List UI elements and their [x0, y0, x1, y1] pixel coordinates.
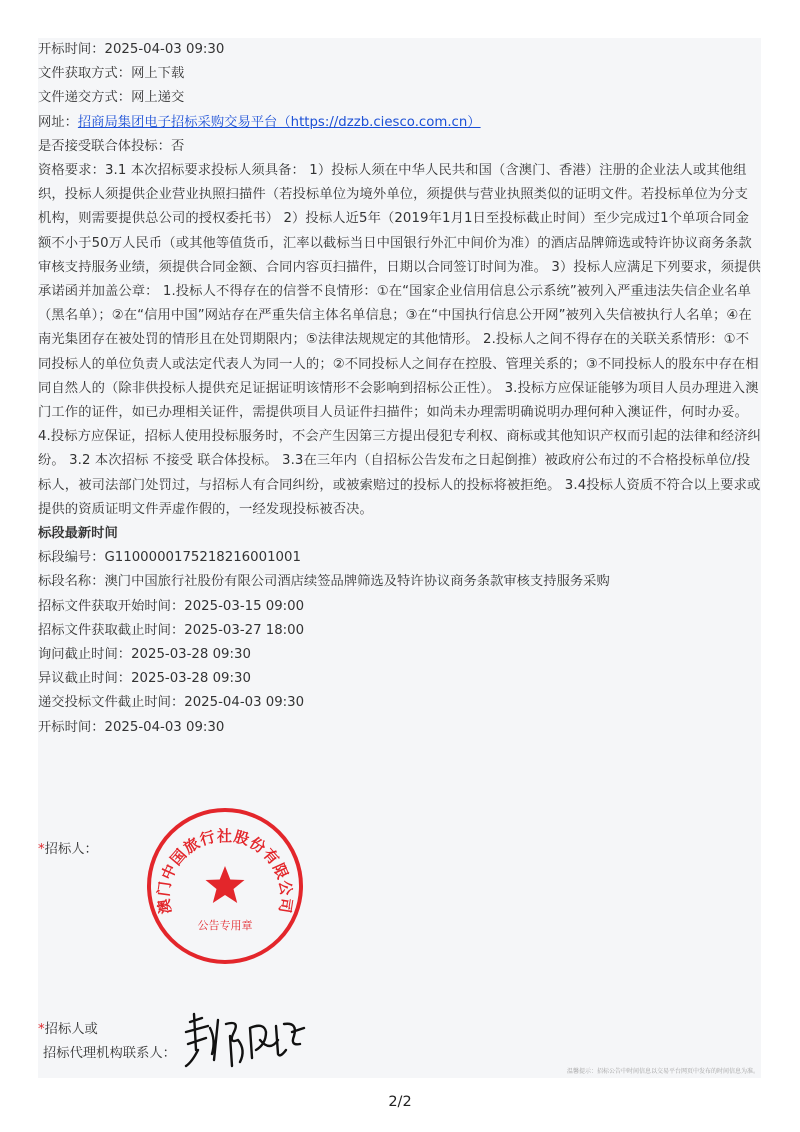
official-seal [145, 806, 305, 966]
tenderer-label: *招标人： [38, 842, 98, 857]
seal-ring-text: 澳门中国旅行社股份有限公司 [154, 826, 296, 916]
line-inquiry-deadline: 询问截止时间：2025-03-28 09:30 [38, 647, 251, 663]
line-obtain-end: 招标文件获取截止时间：2025-03-27 18:00 [38, 622, 305, 638]
seal-bottom-text: 公告专用章 [197, 919, 253, 932]
line-open-time-2: 开标时间：2025-04-03 09:30 [38, 719, 225, 735]
line-submit-deadline: 递交投标文件截止时间：2025-04-03 09:30 [38, 695, 305, 711]
line-file-submit: 文件递交方式：网上递交 [38, 90, 185, 106]
footnote: 温馨提示：招标公告中时间信息以交易平台网页中发布的时间信息为准。 [566, 1068, 759, 1075]
line-objection-deadline: 异议截止时间：2025-03-28 09:30 [38, 671, 251, 687]
section-title: 标段最新时间 [38, 526, 118, 542]
line-open-time: 开标时间：2025-04-03 09:30 [38, 42, 225, 57]
seal-star-icon [206, 866, 245, 903]
qualification-paragraph: 资格要求：3.1 本次招标要求投标人须具备： 1）投标人须在中华人民共和国（含澳门、香港）注册的企业法人或其他组织，投标人须提供企业营业执照扫描件（若投标单位为境外单位，须提供与营业执照类似的证明文件。若投标单位为分支机构，则需要提供总公司的授权委托书） 2）投标人近5年（2019年1月1日至投标截止时间）至少完成过1个单项合同金额不小于50万人民币（或其他等值货币，汇率以截标当日中国银行外汇中间价为准）的酒店品牌筛选或特许协议商务条款审核支持服务业绩，须提供合同金额、合同内容页扫描件，日期以合同签订时间为准。 3）投标人应满足下列要求，须提供承诺函并加盖公章： 1.投标人不得存在的信誉不良情形：①在“国家企业信用信息公示系统”被列入严重违法失信企业名单（黑名单）；②在“信用中国”网站存在严重失信主体名单信息；③在“中国执行信息公开网”被列入失信被执行人名单；④在南光集团存在被处罚的情形且在处罚期限内；⑤法律法规规定的其他情形。 2.投标人之间不得存在的关联关系情形：①不同投标人的单位负责人或法定代表人为同一人的；②不同投标人之间存在控股、管理关系的；③不同投标人的股东中存在相同自然人的（除非供投标人提供充足证据证明该情形不会影响到招标公正性）。 3.投标方应保证能够为项目人员办理进入澳门工作的证件，如已办理相关证件，需提供项目人员证件扫描件；如尚未办理需明确说明办理何种入澳证件，何时办妥。 4.投标方应保证，招标人使用投标服务时，不会产生因第三方提出侵犯专利权、商标或其他知识产权而引起的法律和经济纠纷。 3.2 本次招标 不接受 联合体投标。 3.3在三年内（自招标公告发布之日起倒推）被政府公布过的不合格投标单位/投标人，被司法部门处罚过，与招标人有合同纠纷，或被索赔过的投标人的投标将被拒绝。 3.4投标人资质不符合以上要求或提供的资质证明文件弄虚作假的，一经发现投标被否决。 [38, 163, 761, 517]
notice-content [38, 38, 761, 740]
line-obtain-start: 招标文件获取开始时间：2025-03-15 09:00 [38, 598, 305, 614]
handwritten-signature [180, 1010, 310, 1070]
platform-link[interactable]: 招商局集团电子招标采购交易平台（https://dzzb.ciesco.com.cn） [77, 114, 481, 130]
line-section-no: 标段编号：G1100000175218216001001 [38, 550, 301, 566]
line-website: 网址：招商局集团电子招标采购交易平台（https://dzzb.ciesco.com.cn） [38, 114, 481, 130]
page-number: 2/2 [388, 1094, 412, 1110]
line-file-obtain: 文件获取方式：网上下载 [38, 66, 185, 82]
line-section-name: 标段名称：澳门中国旅行社股份有限公司酒店续签品牌筛选及特许协议商务条款审核支持服务采购 [38, 574, 610, 590]
line-consortium: 是否接受联合体投标：否 [38, 138, 185, 154]
contact-label: *招标人或 招标代理机构联系人： [38, 1022, 176, 1061]
